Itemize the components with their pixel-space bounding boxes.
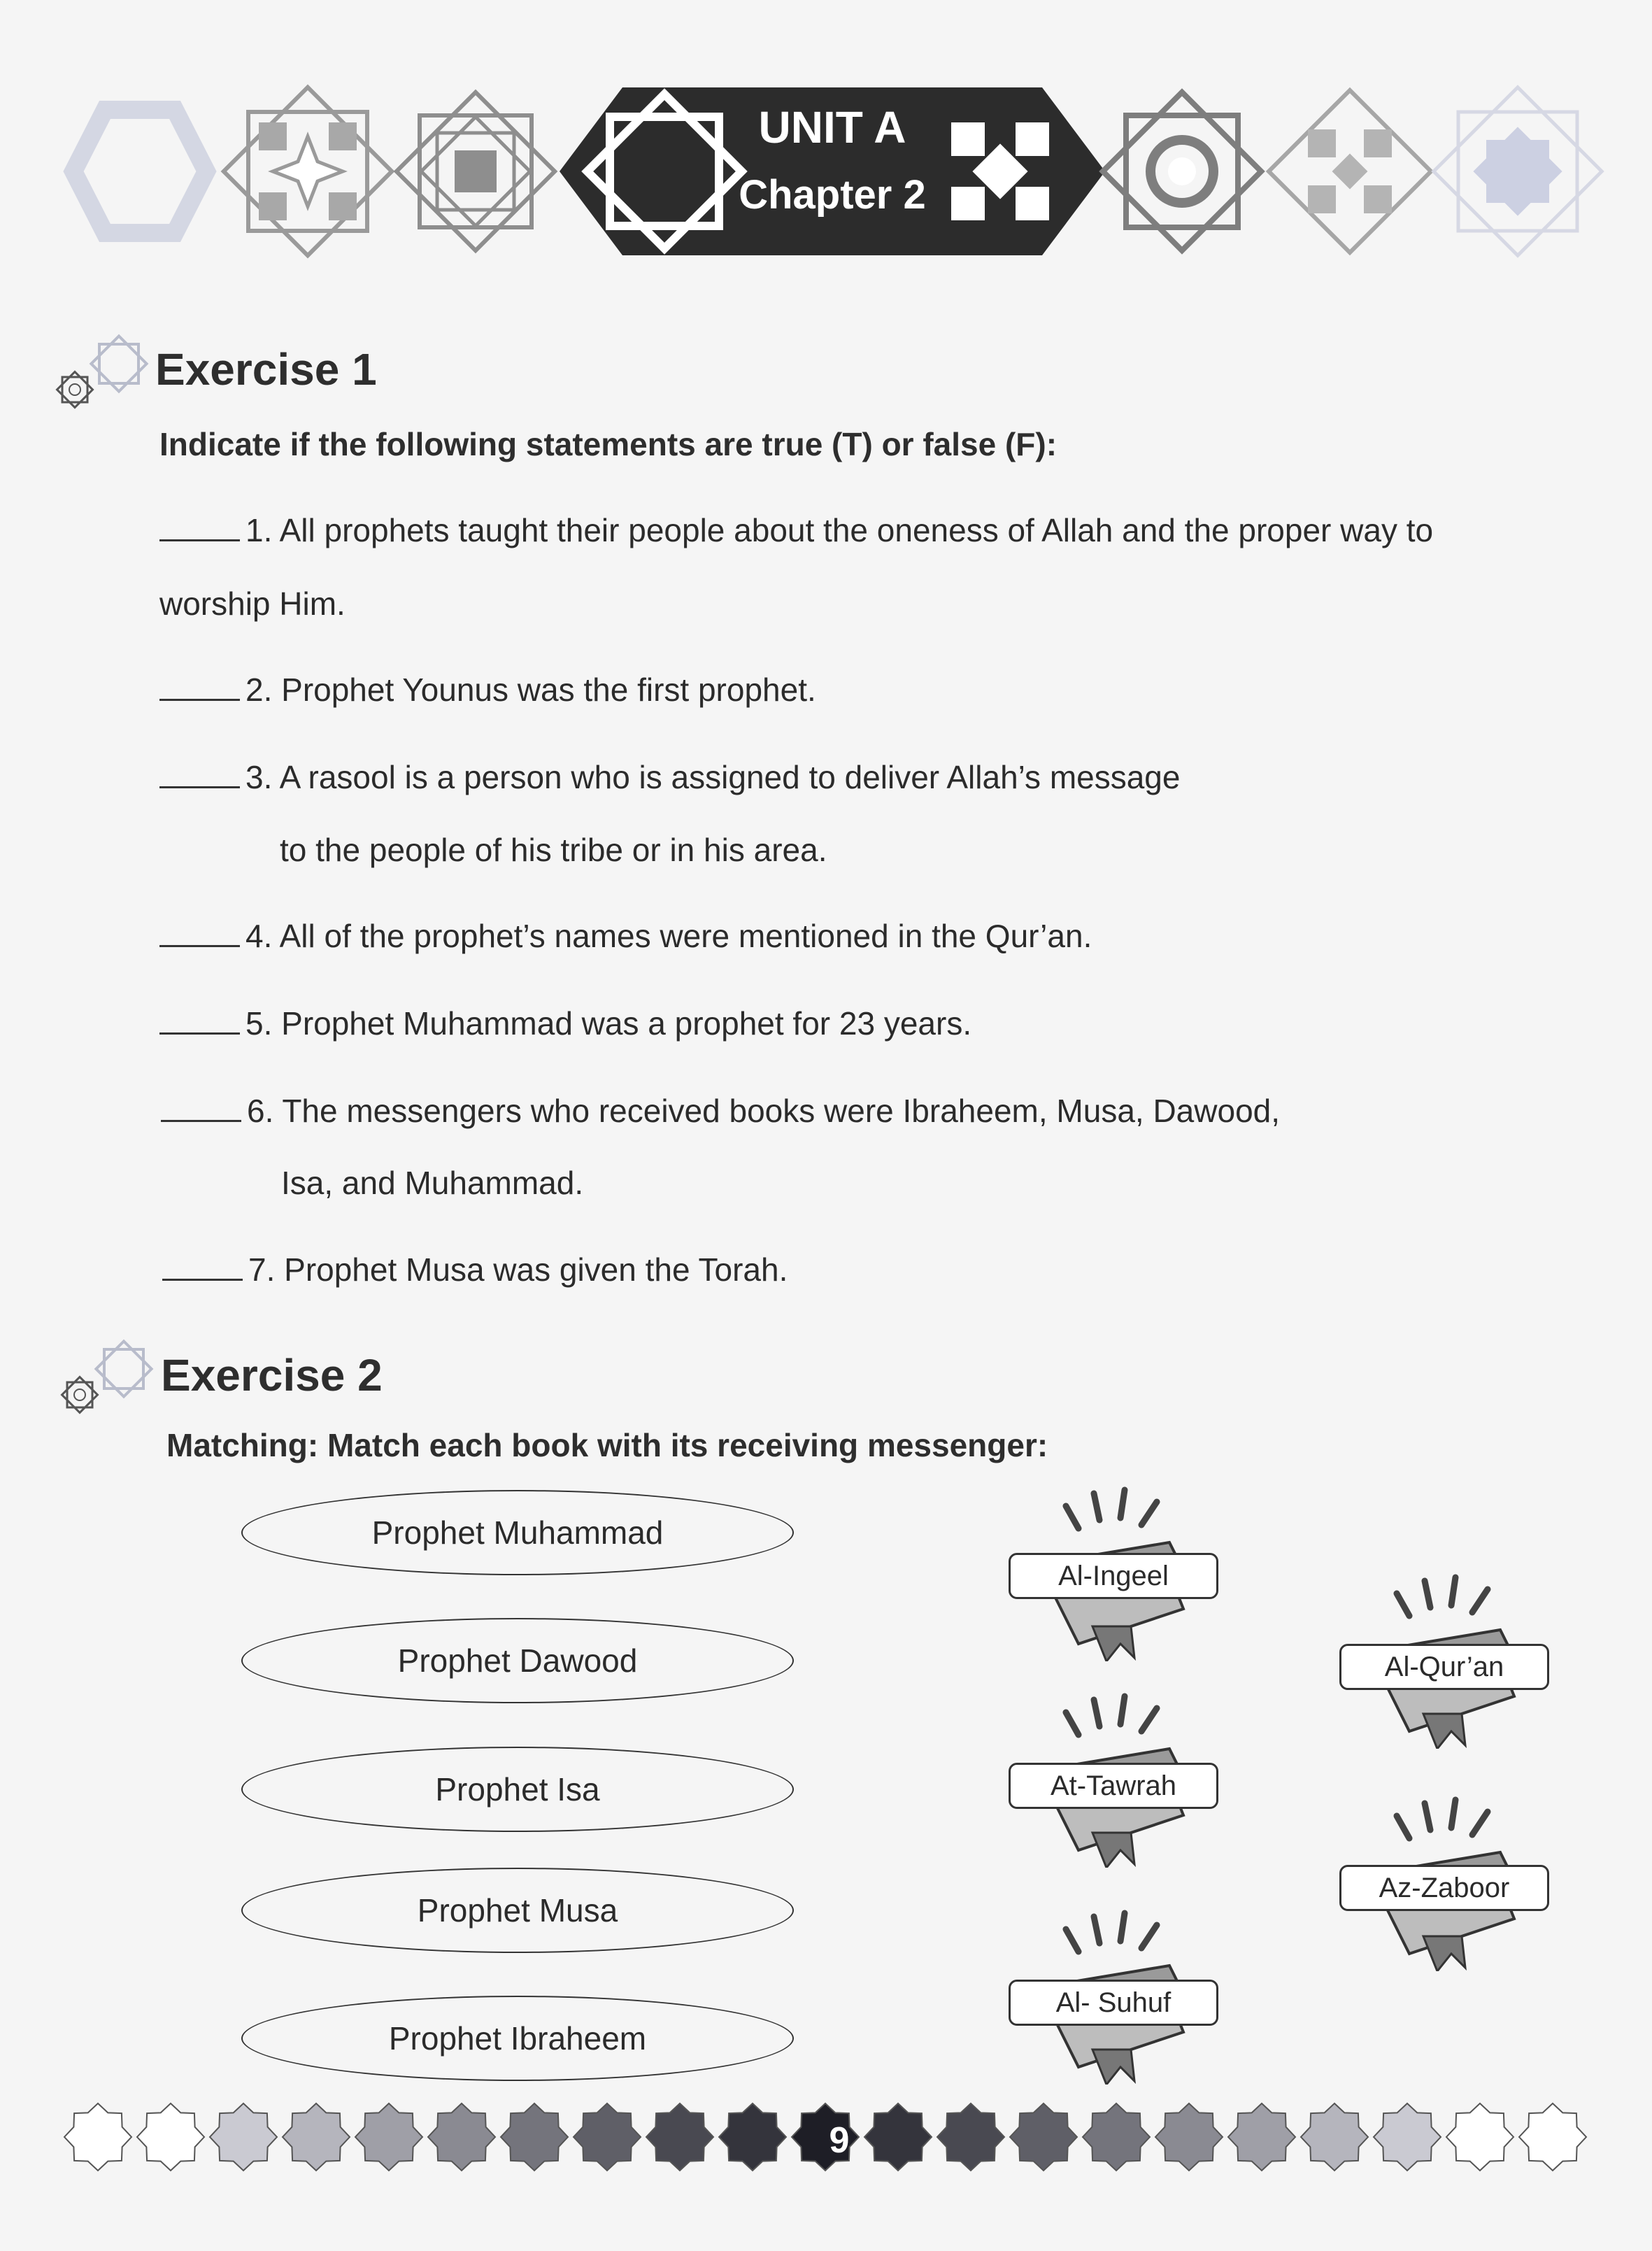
- statement-2: [159, 674, 816, 706]
- statement-1-cont: worship Him.: [159, 585, 346, 622]
- footer-star-tile: [719, 2103, 786, 2171]
- footer-star-tile: [1301, 2103, 1368, 2171]
- footer-star-tile: [1519, 2103, 1586, 2171]
- book-al-ingeel[interactable]: [1002, 1486, 1225, 1661]
- footer-star-tile: [646, 2103, 713, 2171]
- footer-star-tile: [137, 2103, 204, 2171]
- answer-blank-6[interactable]: [161, 1099, 241, 1122]
- prophet-oval-muhammad[interactable]: Prophet Muhammad: [241, 1490, 794, 1575]
- book-at-tawrah[interactable]: [1002, 1693, 1225, 1868]
- statement-7-text: 7. Prophet Musa was given the Torah.: [248, 1251, 788, 1288]
- statement-6-cont: Isa, and Muhammad.: [281, 1165, 584, 1201]
- page-number: 9: [829, 2120, 850, 2161]
- footer-star-tile: [1155, 2103, 1223, 2171]
- statement-5: [159, 1005, 972, 1042]
- book-az-zaboor[interactable]: [1332, 1796, 1556, 1971]
- footer-star-tile: [355, 2103, 422, 2171]
- book-label: At-Tawrah: [1009, 1763, 1218, 1809]
- answer-blank-4[interactable]: [159, 924, 240, 947]
- statement-2-text: 2. Prophet Younus was the first prophet.: [245, 672, 816, 708]
- exercise-star-icon: [52, 332, 150, 416]
- footer-star-tile: [574, 2103, 641, 2171]
- book-label: Al- Suhuf: [1009, 1980, 1218, 2026]
- statement-3: [159, 761, 1180, 793]
- exercise-2-instruction: Matching: Match each book with its receiving messenger:: [166, 1427, 1048, 1463]
- prophet-oval-musa[interactable]: Prophet Musa: [241, 1868, 794, 1953]
- answer-blank-5[interactable]: [159, 1011, 240, 1035]
- footer-star-tile: [937, 2103, 1004, 2171]
- footer-star-tile: [64, 2103, 131, 2171]
- footer-star-tile: [1010, 2103, 1077, 2171]
- exercise-1-title: Exercise 1: [155, 344, 377, 395]
- prophet-oval-dawood[interactable]: Prophet Dawood: [241, 1618, 794, 1703]
- pattern-tile-2: [224, 87, 392, 255]
- footer-star-tile: [1446, 2103, 1514, 2171]
- statement-1: [159, 514, 1433, 546]
- footer-star-tile: [210, 2103, 277, 2171]
- book-label: Al-Ingeel: [1009, 1553, 1218, 1599]
- statement-1-text: 1. All prophets taught their people about the oneness of Allah and the proper way to: [245, 512, 1434, 548]
- exercise-2-title: Exercise 2: [161, 1350, 383, 1400]
- statement-6-text: 6. The messengers who received books were Ibraheem, Musa, Dawood,: [247, 1093, 1281, 1129]
- pattern-tile-1: [73, 110, 206, 233]
- statement-3-cont: to the people of his tribe or in his area.: [280, 832, 827, 868]
- footer-star-tile: [1083, 2103, 1150, 2171]
- statement-3-text: 3. A rasool is a person who is assigned to deliver Allah’s message: [245, 759, 1181, 795]
- answer-blank-7[interactable]: [162, 1258, 243, 1281]
- answer-blank-1[interactable]: [159, 518, 240, 541]
- statement-4: [159, 920, 1092, 952]
- exercise-1-instruction: Indicate if the following statements are true (T) or false (F):: [159, 426, 1058, 462]
- footer-star-tile: [501, 2103, 568, 2171]
- prophet-oval-isa[interactable]: Prophet Isa: [241, 1747, 794, 1832]
- statement-6: [161, 1095, 1280, 1127]
- chapter-title: Chapter 2: [739, 172, 926, 218]
- pattern-tile-5: [1269, 90, 1431, 253]
- exercise-star-icon-2: [57, 1337, 155, 1421]
- answer-blank-3[interactable]: [159, 765, 240, 788]
- statement-4-text: 4. All of the prophet’s names were mentioned in the Qur’an.: [245, 918, 1092, 954]
- book-label: Az-Zaboor: [1339, 1865, 1549, 1911]
- pattern-tile-6: [1434, 87, 1602, 255]
- footer-star-tile: [864, 2103, 932, 2171]
- unit-title: UNIT A: [758, 102, 906, 152]
- footer-star-tile: [283, 2103, 350, 2171]
- pattern-tile-4: [1103, 92, 1261, 250]
- footer-star-tile: [1374, 2103, 1441, 2171]
- book-al-quran[interactable]: [1332, 1574, 1556, 1749]
- statement-5-text: 5. Prophet Muhammad was a prophet for 23 years.: [245, 1005, 972, 1042]
- footer-star-tile: [1228, 2103, 1295, 2171]
- book-label: Al-Qur’an: [1339, 1644, 1549, 1690]
- prophet-oval-ibraheem[interactable]: Prophet Ibraheem: [241, 1996, 794, 2081]
- answer-blank-2[interactable]: [159, 678, 240, 701]
- statement-7: [162, 1251, 788, 1288]
- header-banner: [42, 66, 1623, 276]
- book-al-suhuf[interactable]: [1002, 1910, 1225, 2085]
- footer-star-tile: [428, 2103, 495, 2171]
- pattern-tile-3: [397, 92, 555, 250]
